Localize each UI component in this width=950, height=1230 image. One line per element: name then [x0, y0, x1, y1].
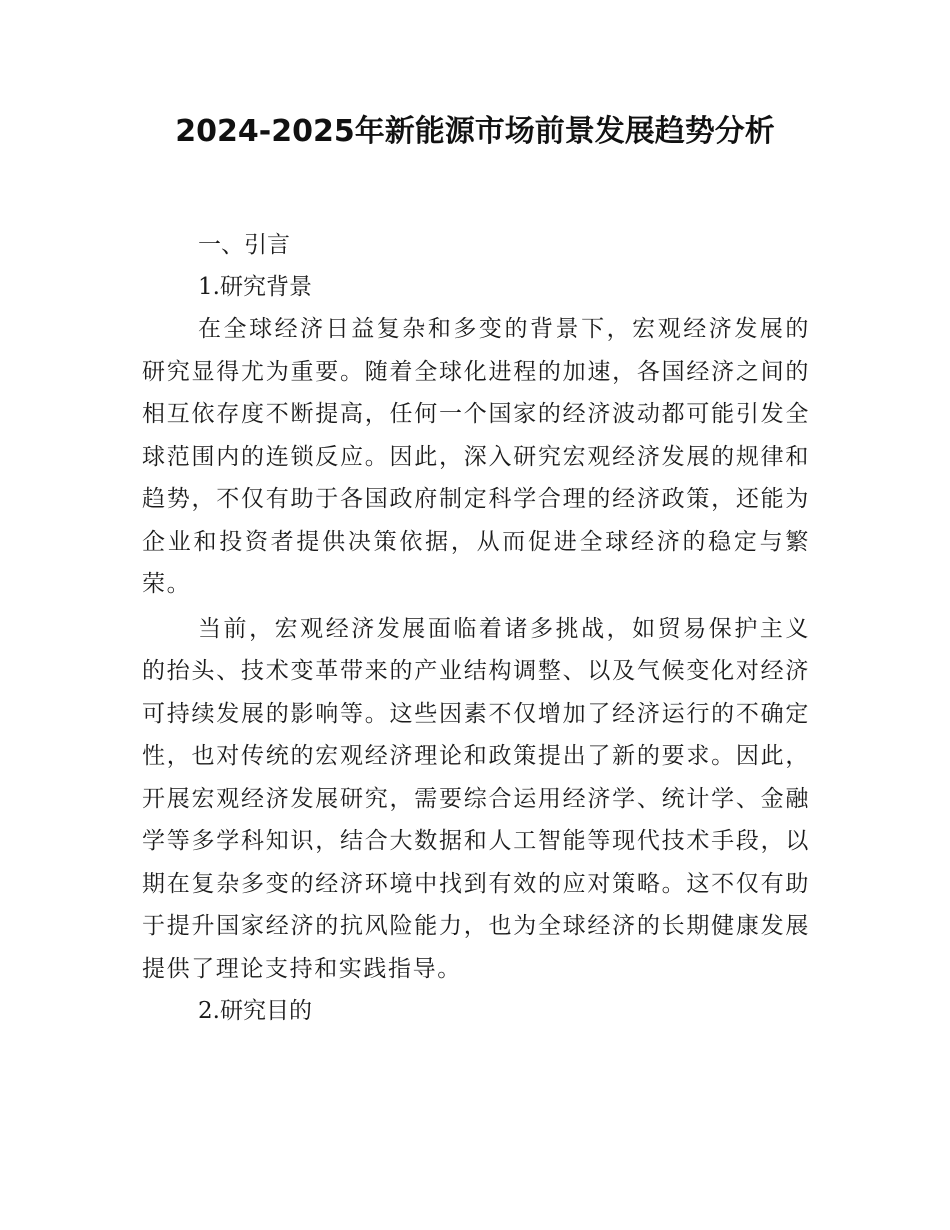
document-body: [142, 224, 810, 1032]
paragraph: 当前，宏观经济发展面临着诸多挑战，如贸易保护主义的抬头、技术变革带来的产业结构调整、以及气候变化对经济可持续发展的影响等。这些因素不仅增加了经济运行的不确定性，也对传统的宏观经济理论和政策提出了新的要求。因此，开展宏观经济发展研究，需要综合运用经济学、统计学、金融学等多学科知识，结合大数据和人工智能等现代技术手段，以期在复杂多变的经济环境中找到有效的应对策略。这不仅有助于提升国家经济的抗风险能力，也为全球经济的长期健康发展提供了理论支持和实践指导。: [142, 615, 810, 982]
paragraph: 在全球经济日益复杂和多变的背景下，宏观经济发展的研究显得尤为重要。随着全球化进程的加速，各国经济之间的相互依存度不断提高，任何一个国家的经济波动都可能引发全球范围内的连锁反应。因此，深入研究宏观经济发展的规律和趋势，不仅有助于各国政府制定科学合理的经济政策，还能为企业和投资者提供决策依据，从而促进全球经济的稳定与繁荣。: [142, 316, 810, 597]
document-title: 2024-2025年新能源市场前景发展趋势分析: [175, 114, 775, 149]
subsection-heading-research-purpose: 2.研究目的: [198, 998, 312, 1024]
subsection-heading-research-background: 1.研究背景: [198, 274, 312, 300]
section-heading-introduction: 一、引言: [198, 232, 290, 258]
